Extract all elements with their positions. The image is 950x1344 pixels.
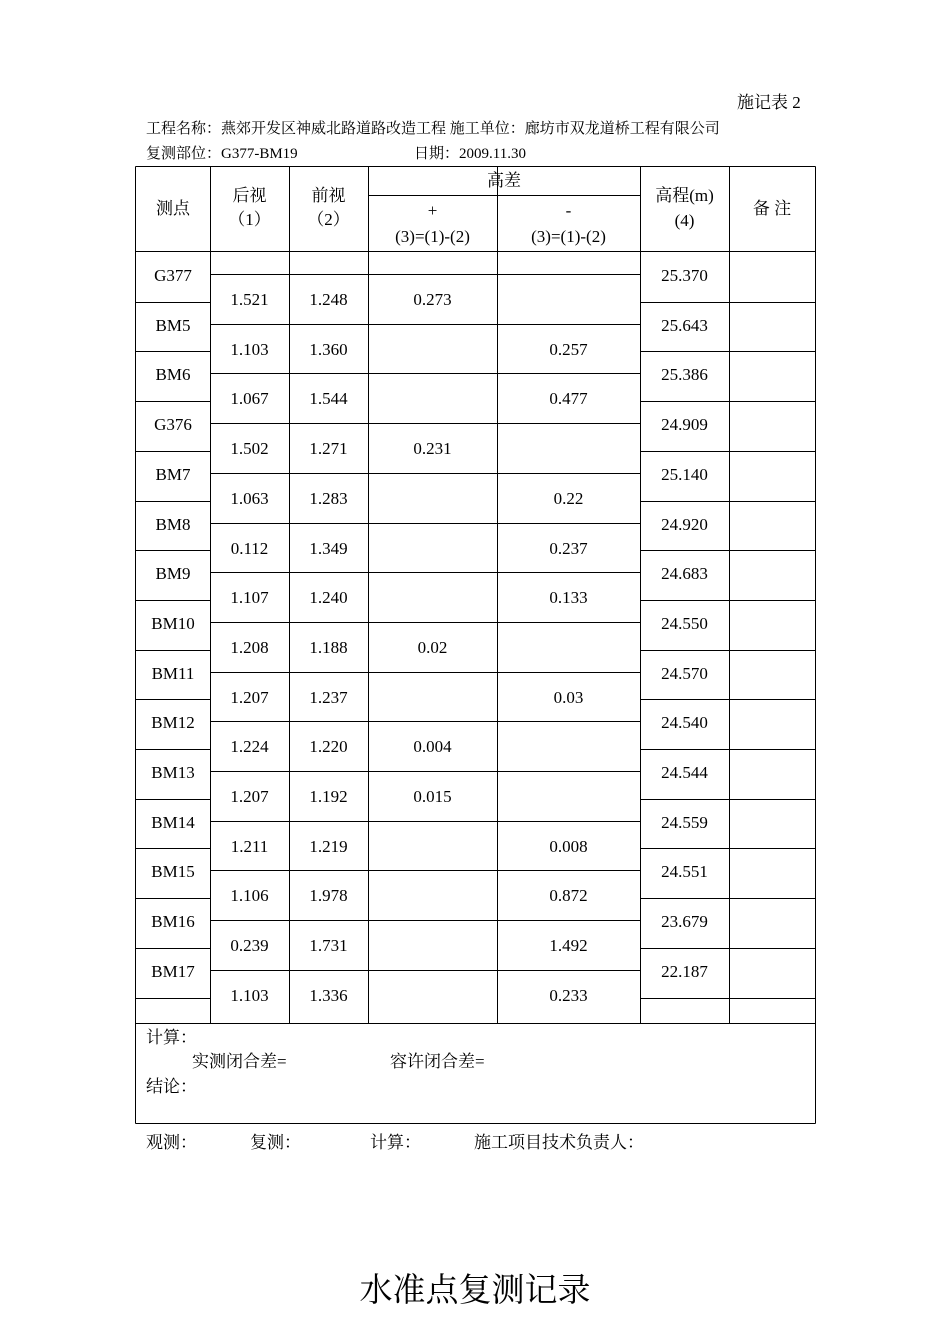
form-number: 施记表 2 bbox=[737, 93, 801, 112]
measured-closure-label: 实测闭合差= bbox=[192, 1052, 287, 1071]
project-info: 工程名称：燕郊开发区神威北路道路改造工程 施工单位：廊坊市双龙道桥工程有限公司 bbox=[146, 121, 720, 137]
back-sight-value: 1.067 bbox=[230, 389, 269, 409]
point-name: BM5 bbox=[155, 315, 191, 335]
header-fore-sight-no: （2） bbox=[307, 210, 350, 229]
fore-sight-value: 1.336 bbox=[309, 985, 348, 1005]
point-name: BM12 bbox=[151, 713, 195, 733]
point-elevation: 24.909 bbox=[661, 415, 708, 435]
fore-sight-value: 1.271 bbox=[309, 439, 348, 459]
header-height-diff: 高差 bbox=[487, 171, 521, 190]
back-sight-value: 1.207 bbox=[230, 787, 269, 806]
back-sight-value: 1.521 bbox=[230, 290, 269, 309]
point-name: G377 bbox=[154, 266, 192, 285]
header-back-sight: 后视 bbox=[232, 186, 267, 205]
back-sight-value: 1.107 bbox=[230, 588, 269, 608]
point-name: G376 bbox=[154, 415, 192, 435]
point-name: BM16 bbox=[151, 912, 195, 932]
back-sight-value: 1.224 bbox=[230, 737, 269, 757]
back-sight-value: 1.207 bbox=[230, 687, 269, 707]
back-sight-value: 0.112 bbox=[230, 538, 269, 558]
signature-recheck: 复测： bbox=[250, 1133, 301, 1152]
height-diff-minus: 0.133 bbox=[549, 588, 588, 608]
point-name: BM9 bbox=[155, 564, 191, 584]
point-elevation: 24.551 bbox=[661, 862, 708, 882]
signature-tech-lead: 施工项目技术负责人： bbox=[474, 1133, 644, 1152]
fore-sight-value: 1.240 bbox=[309, 588, 348, 608]
back-sight-value: 1.103 bbox=[230, 985, 269, 1005]
fore-sight-value: 1.360 bbox=[309, 339, 348, 359]
back-sight-value: 1.106 bbox=[230, 886, 269, 906]
fore-sight-value: 1.188 bbox=[309, 637, 348, 657]
height-diff-minus: 1.492 bbox=[549, 936, 588, 956]
height-diff-minus: 0.477 bbox=[549, 389, 588, 409]
point-name: BM7 bbox=[155, 464, 191, 484]
fore-sight-value: 1.219 bbox=[309, 836, 348, 856]
height-diff-minus: 0.237 bbox=[549, 538, 588, 558]
signature-calc: 计算： bbox=[370, 1133, 421, 1152]
point-name: BM8 bbox=[155, 514, 191, 534]
fore-sight-value: 1.220 bbox=[309, 737, 348, 757]
point-name: BM10 bbox=[151, 613, 195, 633]
point-name: BM17 bbox=[151, 961, 195, 981]
height-diff-minus: 0.257 bbox=[549, 339, 588, 359]
header-elevation: 高程(m) bbox=[655, 186, 714, 205]
header-plus-formula: (3)=(1)-(2) bbox=[395, 227, 470, 246]
allowed-closure-label: 容许闭合差= bbox=[390, 1052, 485, 1071]
back-sight-value: 1.211 bbox=[230, 836, 269, 856]
height-diff-plus: 0.231 bbox=[413, 439, 452, 459]
fore-sight-value: 1.544 bbox=[309, 389, 348, 409]
calc-label: 计算： bbox=[146, 1028, 197, 1047]
point-elevation: 24.570 bbox=[661, 663, 708, 683]
header-remarks: 备 注 bbox=[752, 199, 792, 218]
document-title: 水准点复测记录 bbox=[359, 1270, 591, 1309]
header-back-sight-no: （1） bbox=[228, 210, 271, 229]
point-elevation: 25.386 bbox=[661, 365, 708, 385]
header-minus: - bbox=[565, 201, 572, 220]
back-sight-value: 1.103 bbox=[230, 339, 269, 359]
point-name: BM13 bbox=[151, 763, 195, 782]
survey-date: 日期：2009.11.30 bbox=[414, 146, 526, 162]
back-sight-value: 1.063 bbox=[230, 488, 269, 508]
height-diff-minus: 0.008 bbox=[549, 836, 588, 856]
point-elevation: 24.683 bbox=[661, 564, 708, 584]
height-diff-plus: 0.273 bbox=[413, 290, 452, 309]
header-minus-formula: (3)=(1)-(2) bbox=[531, 227, 606, 246]
point-elevation: 22.187 bbox=[661, 961, 708, 981]
point-elevation: 24.544 bbox=[661, 763, 708, 782]
point-elevation: 24.559 bbox=[661, 812, 708, 832]
fore-sight-value: 1.978 bbox=[309, 886, 348, 906]
fore-sight-value: 1.248 bbox=[309, 290, 348, 309]
point-elevation: 25.370 bbox=[661, 266, 708, 285]
point-name: BM6 bbox=[155, 365, 191, 385]
point-elevation: 25.140 bbox=[661, 464, 708, 484]
point-name: BM11 bbox=[151, 663, 195, 683]
fore-sight-value: 1.237 bbox=[309, 687, 348, 707]
height-diff-minus: 0.22 bbox=[553, 488, 584, 508]
height-diff-minus: 0.872 bbox=[549, 886, 588, 906]
back-sight-value: 1.502 bbox=[230, 439, 269, 459]
conclusion-label: 结论： bbox=[146, 1077, 197, 1096]
point-elevation: 24.540 bbox=[661, 713, 708, 733]
height-diff-plus: 0.015 bbox=[413, 787, 452, 806]
point-name: BM15 bbox=[151, 862, 195, 882]
header-plus: + bbox=[427, 201, 438, 220]
header-elevation-no: (4) bbox=[674, 211, 695, 230]
header-fore-sight: 前视 bbox=[311, 186, 346, 205]
height-diff-plus: 0.004 bbox=[413, 737, 452, 757]
point-elevation: 24.550 bbox=[661, 613, 708, 633]
point-elevation: 23.679 bbox=[661, 912, 708, 932]
header-point: 测点 bbox=[156, 199, 190, 218]
fore-sight-value: 1.731 bbox=[309, 936, 348, 956]
back-sight-value: 1.208 bbox=[230, 637, 269, 657]
fore-sight-value: 1.192 bbox=[309, 787, 348, 806]
point-name: BM14 bbox=[151, 812, 195, 832]
point-elevation: 24.920 bbox=[661, 514, 708, 534]
signature-observe: 观测： bbox=[146, 1133, 197, 1152]
point-elevation: 25.643 bbox=[661, 315, 708, 335]
fore-sight-value: 1.349 bbox=[309, 538, 348, 558]
survey-part: 复测部位：G377-BM19 bbox=[146, 146, 298, 162]
height-diff-minus: 0.03 bbox=[553, 687, 584, 707]
fore-sight-value: 1.283 bbox=[309, 488, 348, 508]
height-diff-plus: 0.02 bbox=[417, 637, 448, 657]
back-sight-value: 0.239 bbox=[230, 936, 269, 956]
height-diff-minus: 0.233 bbox=[549, 985, 588, 1005]
